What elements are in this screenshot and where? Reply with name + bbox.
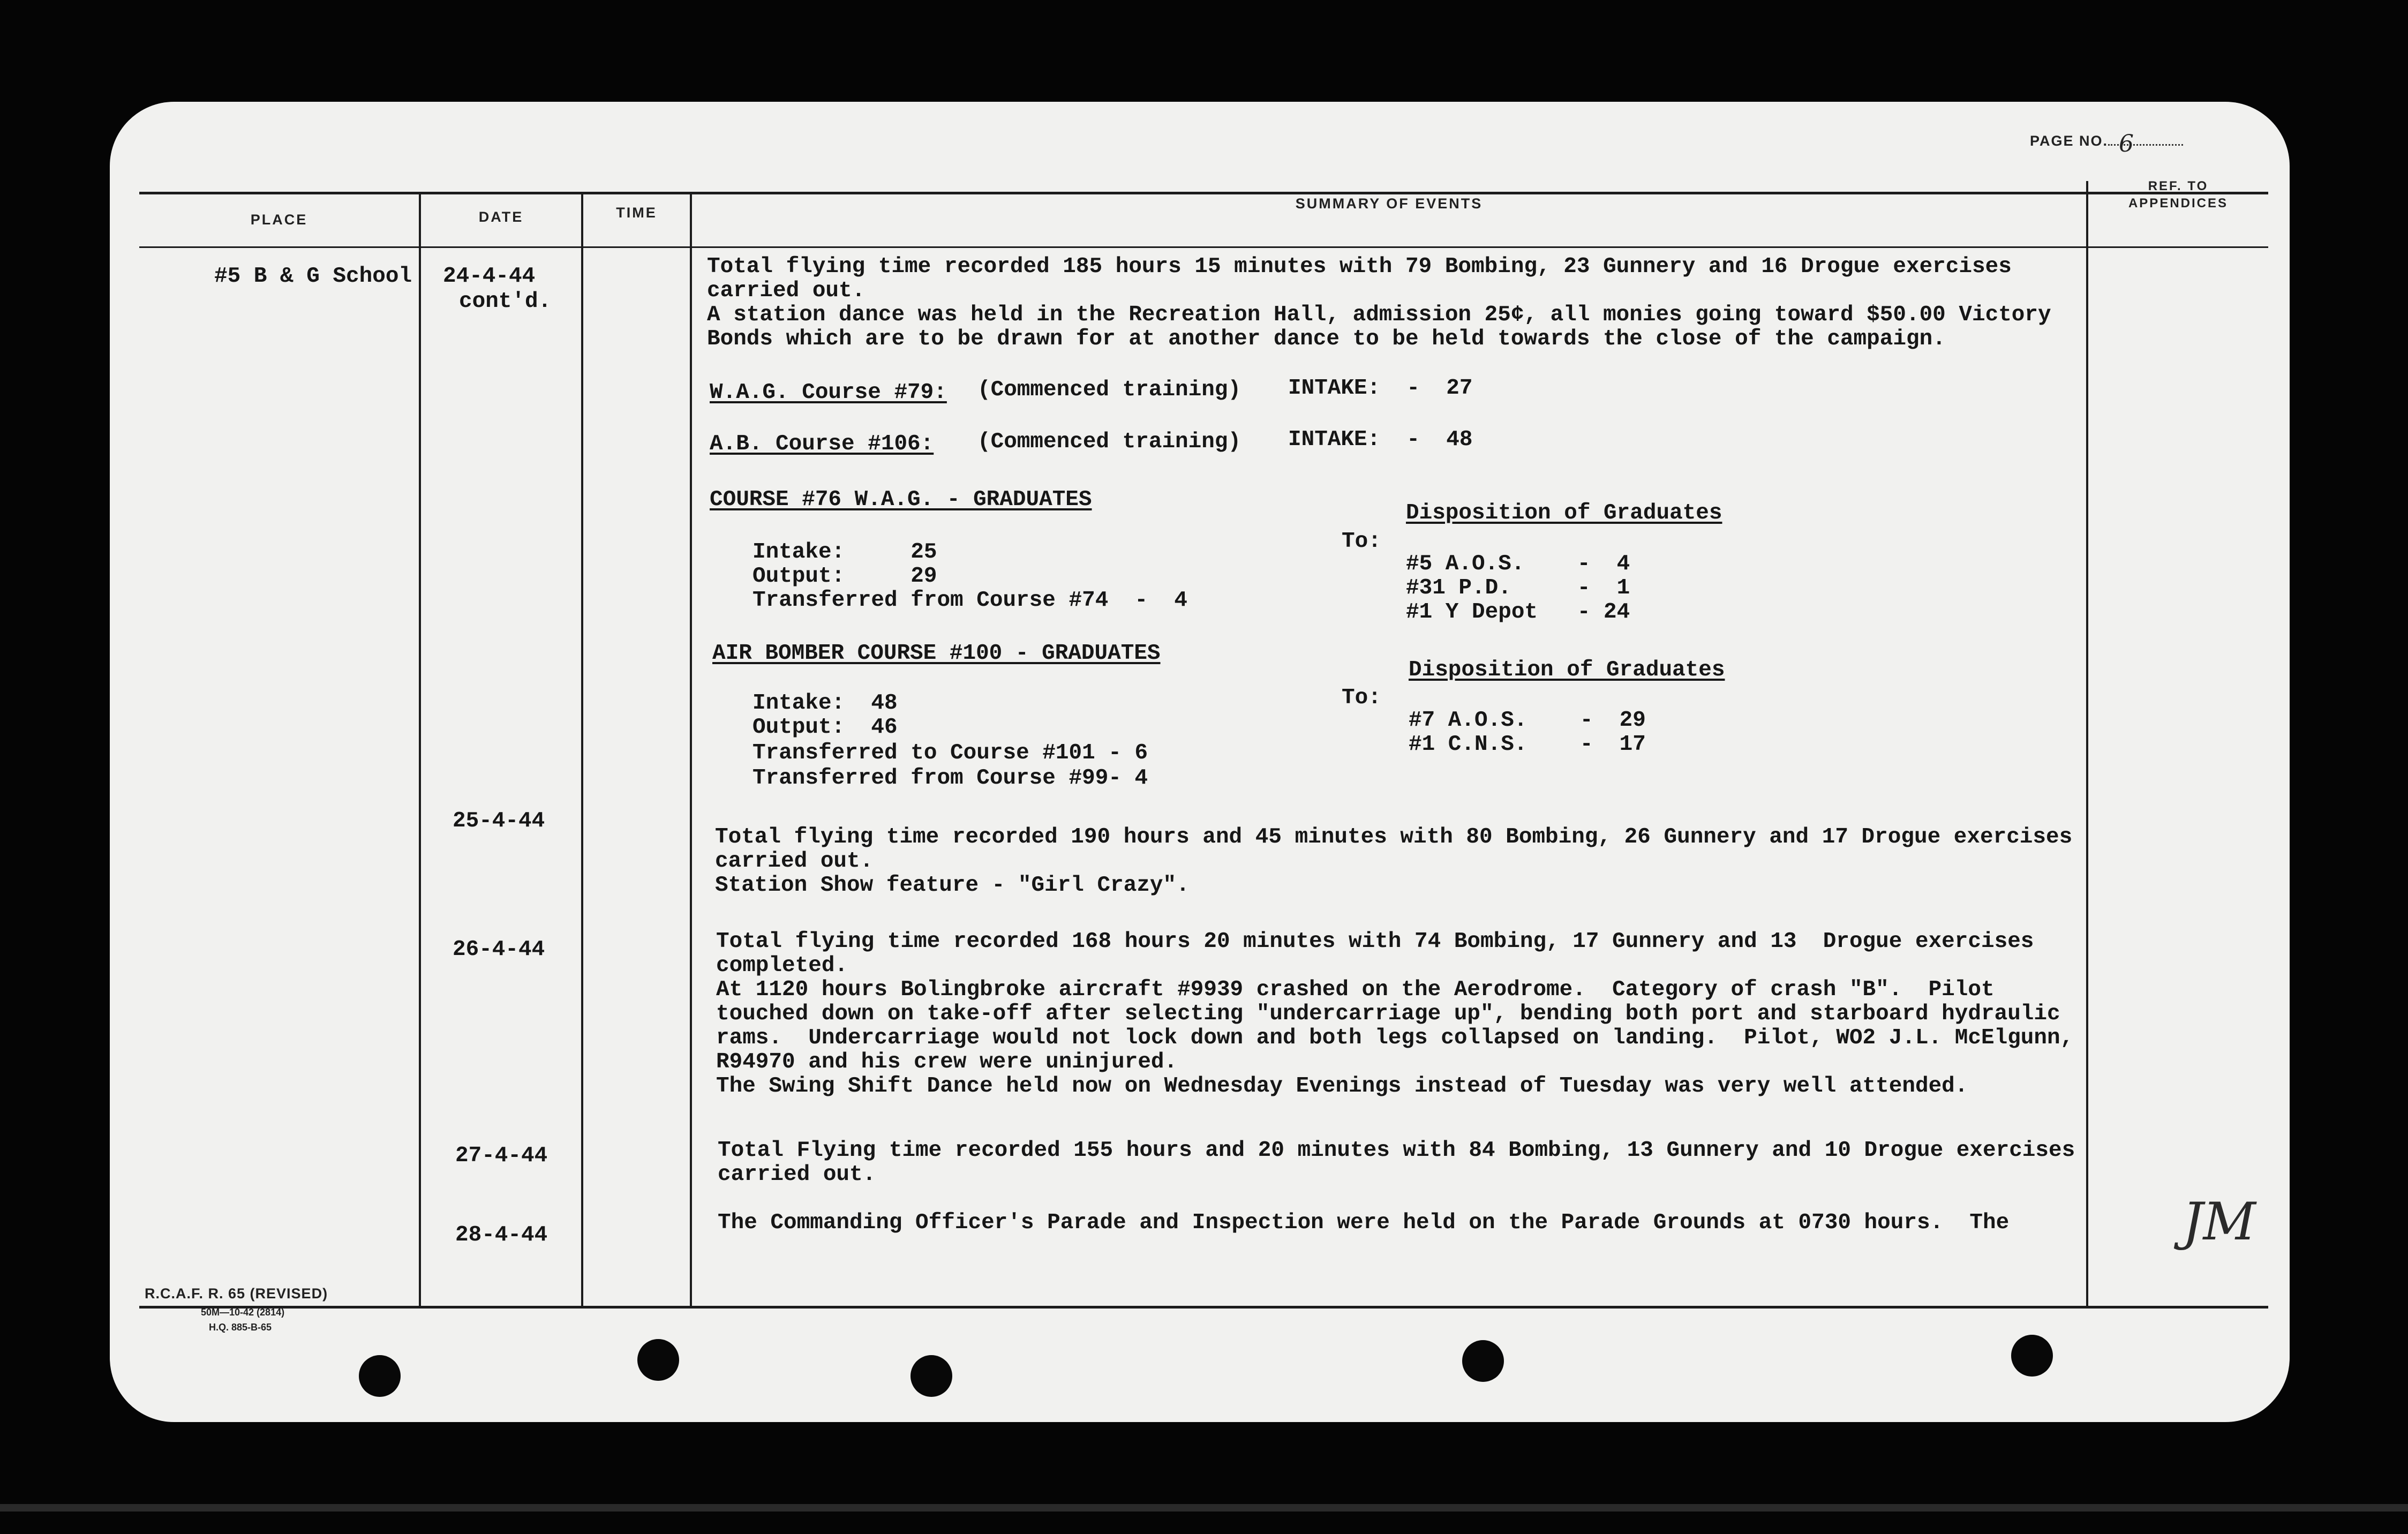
entry-25-line-1: Total flying time recorded 190 hours and 45 minutes with 80 Bombing, 26 Gunnery and 17 Drogue exercises — [715, 825, 2073, 849]
course-100-disposition-heading: Disposition of Graduates — [1409, 658, 1725, 682]
course-100-line-3: Transferred to Course #101 - 6 — [752, 741, 1148, 765]
binder-hole-5 — [2011, 1335, 2053, 1377]
entry-26-line-5: rams. Undercarriage would not lock down and both legs collapsed on landing. Pilot, WO2 J.L. McElgunn, — [716, 1026, 2074, 1050]
course-76-to: To: — [1342, 529, 1381, 554]
course-100-line-2: Output: 46 — [752, 715, 898, 740]
page-number-value: 6 — [2119, 130, 2135, 157]
table-bottom-rule — [139, 1306, 2268, 1309]
entry-26-line-1: Total flying time recorded 168 hours 20 minutes with 74 Bombing, 17 Gunnery and 13 Drogue exercises — [716, 929, 2034, 954]
entry-26-line-6: R94970 and his crew were uninjured. — [716, 1050, 1178, 1074]
form-print-code: 50M—10-42 (2814) — [201, 1307, 285, 1318]
header-bottom-rule — [139, 246, 2268, 248]
course-100-disposition-2: #1 C.N.S. - 17 — [1409, 732, 1646, 757]
binder-hole-2 — [637, 1339, 679, 1381]
course-76-disposition-1: #5 A.O.S. - 4 — [1406, 552, 1630, 576]
column-divider-date-time — [581, 192, 583, 1306]
column-divider-time-summary — [690, 192, 692, 1306]
course-76-heading: COURSE #76 W.A.G. - GRADUATES — [710, 487, 1092, 512]
column-header-date: DATE — [478, 209, 524, 225]
diary-page — [110, 102, 2290, 1422]
column-divider-summary-ref — [2086, 181, 2088, 1306]
scan-bottom-strip — [0, 1504, 2408, 1512]
course-100-line-4: Transferred from Course #99- 4 — [752, 766, 1148, 791]
course-100-heading: AIR BOMBER COURSE #100 - GRADUATES — [712, 641, 1161, 666]
column-header-time: TIME — [616, 205, 657, 221]
course-100-disposition-1: #7 A.O.S. - 29 — [1409, 708, 1646, 733]
entry-28-line-1: The Commanding Officer's Parade and Inspection were held on the Parade Grounds at 0730 hours. The — [718, 1210, 2010, 1235]
entry-24-line-1: Total flying time recorded 185 hours 15 minutes with 79 Bombing, 23 Gunnery and 16 Drogue exercises — [707, 254, 2012, 279]
date-25-4-44: 25-4-44 — [453, 809, 545, 833]
ab-106-status: (Commenced training) — [977, 430, 1241, 454]
column-header-ref — [2088, 178, 2268, 212]
form-number: R.C.A.F. R. 65 (REVISED) — [145, 1285, 328, 1302]
binder-hole-1 — [359, 1355, 401, 1397]
wag-79-course: W.A.G. Course #79: — [710, 380, 947, 405]
course-76-disposition-2: #31 P.D. - 1 — [1406, 576, 1630, 600]
date-24-4-44-note: cont'd. — [459, 289, 552, 314]
wag-79-intake: INTAKE: - 27 — [1288, 376, 1473, 401]
entry-26-line-2: completed. — [716, 953, 848, 978]
entry-27-line-1: Total Flying time recorded 155 hours and 20 minutes with 84 Bombing, 13 Gunnery and 10 Drogue exercises — [718, 1138, 2075, 1163]
form-hq-code: H.Q. 885-B-65 — [209, 1322, 272, 1333]
ab-106-intake: INTAKE: - 48 — [1288, 427, 1473, 452]
column-header-summary: SUMMARY OF EVENTS — [1295, 195, 1483, 212]
entry-24-line-4: Bonds which are to be drawn for at another dance to be held towards the close of the campaign. — [707, 327, 1946, 351]
entry-26-line-4: touched down on take-off after selecting "undercarriage up", bending both port and starboard hydraulic — [716, 1002, 2060, 1026]
date-26-4-44: 26-4-44 — [453, 937, 545, 962]
signature-initials: JM — [2183, 1192, 2256, 1252]
ref-header-line2: APPENDICES — [2128, 196, 2229, 210]
entry-25-line-2: carried out. — [715, 849, 874, 874]
date-24-4-44: 24-4-44 — [443, 264, 536, 289]
column-divider-place-date — [419, 192, 421, 1306]
course-76-disposition-3: #1 Y Depot - 24 — [1406, 600, 1630, 625]
course-100-to: To: — [1342, 686, 1381, 710]
ref-header-line1: REF. TO — [2148, 179, 2209, 193]
ab-106-course: A.B. Course #106: — [710, 432, 934, 456]
binder-hole-3 — [910, 1355, 952, 1397]
entry-26-line-7: The Swing Shift Dance held now on Wednesday Evenings instead of Tuesday was very well attended. — [716, 1074, 1968, 1099]
course-100-line-1: Intake: 48 — [752, 691, 898, 716]
entry-24-line-3: A station dance was held in the Recreation Hall, admission 25¢, all monies going toward $50.00 Victory — [707, 303, 2051, 327]
column-header-place: PLACE — [250, 212, 308, 228]
course-76-line-2: Output: 29 — [752, 564, 937, 589]
binder-hole-4 — [1462, 1340, 1504, 1382]
course-76-line-1: Intake: 25 — [752, 540, 937, 565]
entry-24-line-2: carried out. — [707, 279, 866, 303]
entry-25-line-3: Station Show feature - "Girl Crazy". — [715, 873, 1190, 898]
page-number-label: PAGE NO. — [2030, 133, 2109, 149]
header-top-rule — [139, 192, 2268, 194]
entry-26-line-3: At 1120 hours Bolingbroke aircraft #9939 crashed on the Aerodrome. Category of crash "B". Pilot — [716, 977, 1995, 1002]
page-number-area — [2030, 130, 2183, 157]
date-28-4-44: 28-4-44 — [455, 1223, 548, 1247]
wag-79-status: (Commenced training) — [977, 378, 1241, 402]
place-cell: #5 B & G School — [214, 264, 412, 289]
course-76-disposition-heading: Disposition of Graduates — [1406, 501, 1722, 525]
course-76-line-3: Transferred from Course #74 - 4 — [752, 588, 1187, 613]
entry-27-line-2: carried out. — [718, 1162, 876, 1187]
date-27-4-44: 27-4-44 — [455, 1144, 548, 1168]
